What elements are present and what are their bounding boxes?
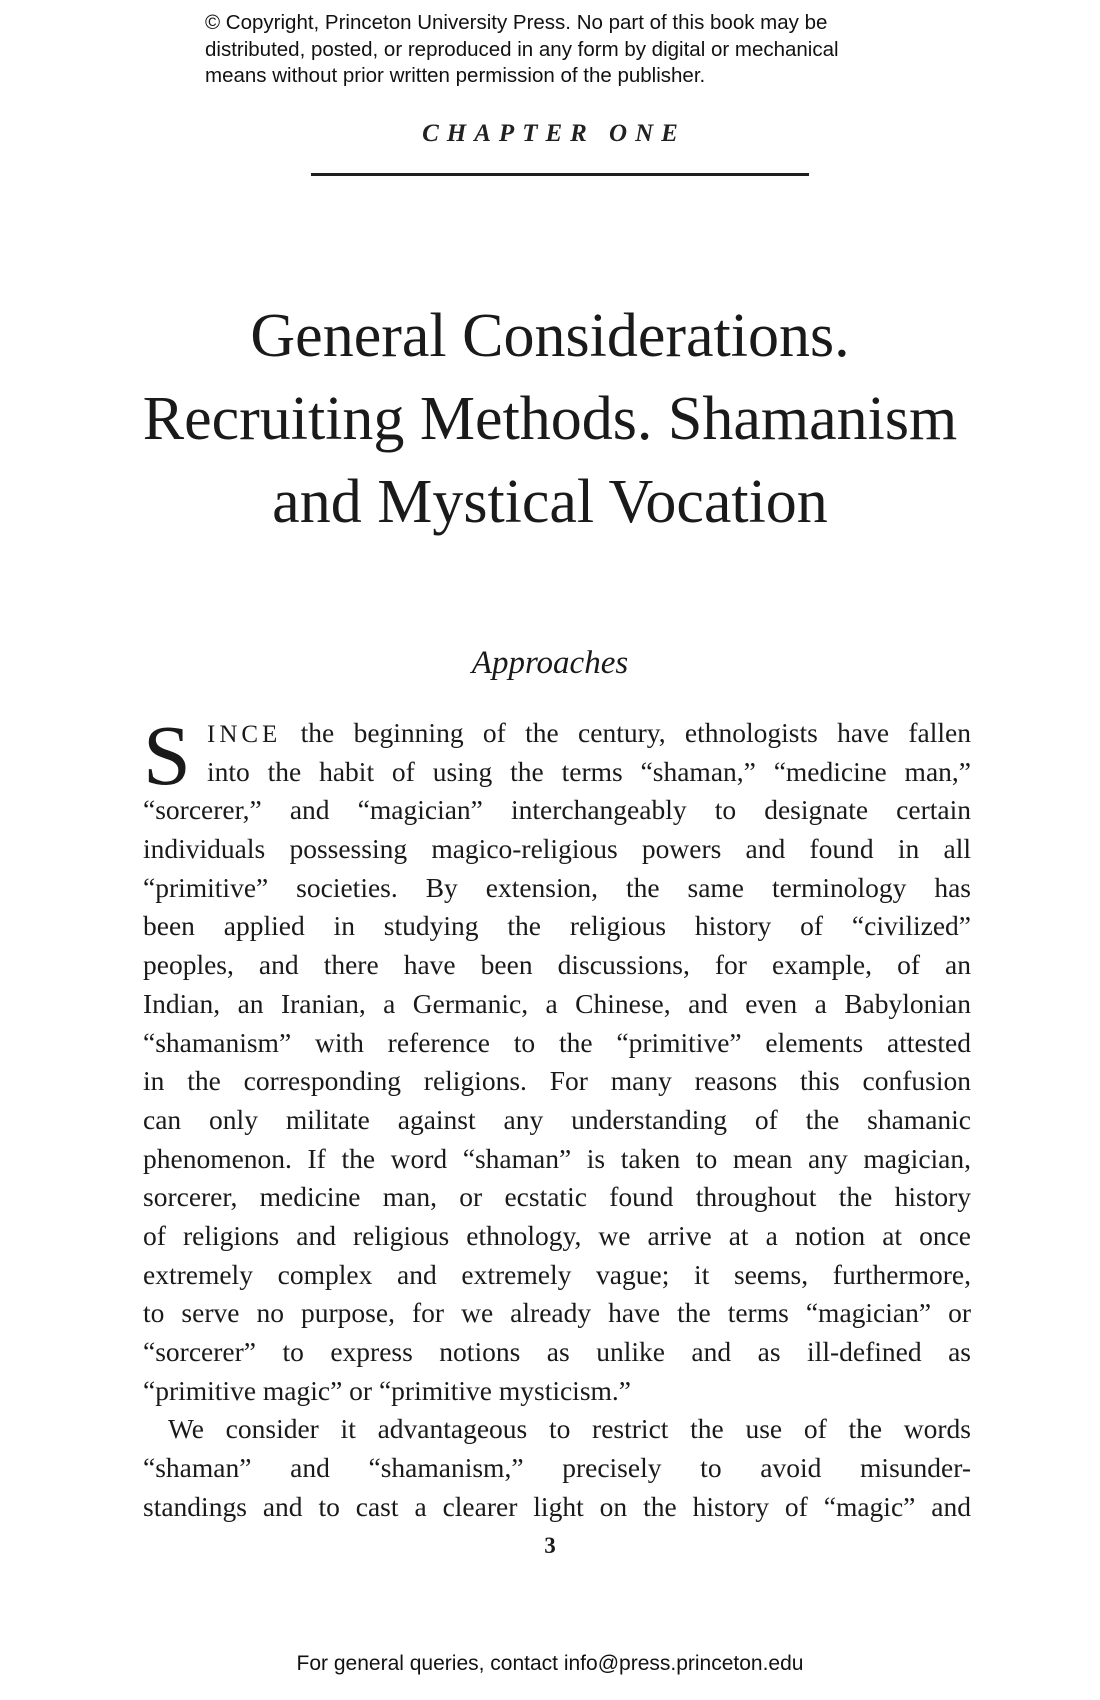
copyright-line: means without prior written permission of the publisher. [205, 64, 706, 87]
text-line: extremely complex and extremely vague; it seems, furthermore, [143, 1258, 971, 1290]
text-line: sorcerer, medicine man, or ecstatic found throughout the history [143, 1181, 971, 1213]
chapter-divider [311, 173, 809, 176]
text-line: can only militate against any understanding of the shamanic [143, 1103, 971, 1135]
text-line: Indian, an Iranian, a Germanic, a Chinese, and even a Babylonian [143, 987, 971, 1019]
text-line: been applied in studying the religious history of “civilized” [143, 910, 971, 942]
text-line: into the habit of using the terms “shaman,” “medicine man,” [207, 755, 971, 787]
text-line: of religions and religious ethnology, we arrive at a notion at once [143, 1219, 971, 1251]
chapter-label: CHAPTER ONE [422, 120, 686, 147]
section-heading: Approaches [471, 645, 629, 681]
text-line: “shamanism” with reference to the “primitive” elements attested [143, 1026, 971, 1058]
text-line: individuals possessing magico-religious powers and found in all [143, 833, 971, 865]
text-line: “primitive” societies. By extension, the same terminology has [143, 871, 971, 903]
copyright-line: © Copyright, Princeton University Press. No part of this book may be [205, 11, 828, 34]
text-line: “sorcerer,” and “magician” interchangeably to designate certain [143, 794, 971, 826]
chapter-title-line: General Considerations. [250, 302, 850, 370]
text-line: peoples, and there have been discussions, for example, of an [143, 949, 971, 981]
text-line: “sorcerer” to express notions as unlike and as ill-defined as [143, 1336, 971, 1367]
text-line: to serve no purpose, for we already have the terms “magician” or [143, 1297, 971, 1329]
copyright-notice [205, 10, 965, 90]
chapter-title [0, 295, 1100, 544]
chapter-title-line: and Mystical Vocation [272, 468, 828, 536]
page-number: 3 [544, 1533, 556, 1558]
body-text [143, 707, 971, 1526]
chapter-title-line: Recruiting Methods. Shamanism [142, 385, 958, 453]
drop-cap: S [143, 707, 191, 803]
text-line: “shaman” and “shamanism,” precisely to avoid misunder- [143, 1452, 971, 1484]
text-line: We consider it advantageous to restrict the use of the words [168, 1413, 971, 1445]
text-line: phenomenon. If the word “shaman” is taken to mean any magician, [143, 1142, 971, 1174]
text-line-content: the beginning of the century, ethnologists have fallen [300, 717, 971, 748]
text-line: in the corresponding religions. For many reasons this confusion [143, 1065, 971, 1097]
opening-word: INCE [207, 721, 282, 748]
footer-contact: For general queries, contact info@press.princeton.edu [296, 1652, 804, 1675]
text-line: standings and to cast a clearer light on the history of “magic” and [143, 1490, 971, 1522]
text-line [143, 714, 971, 753]
copyright-line: distributed, posted, or reproduced in any form by digital or mechanical [205, 37, 839, 61]
text-line: “primitive magic” or “primitive mysticism.” [143, 1374, 631, 1406]
